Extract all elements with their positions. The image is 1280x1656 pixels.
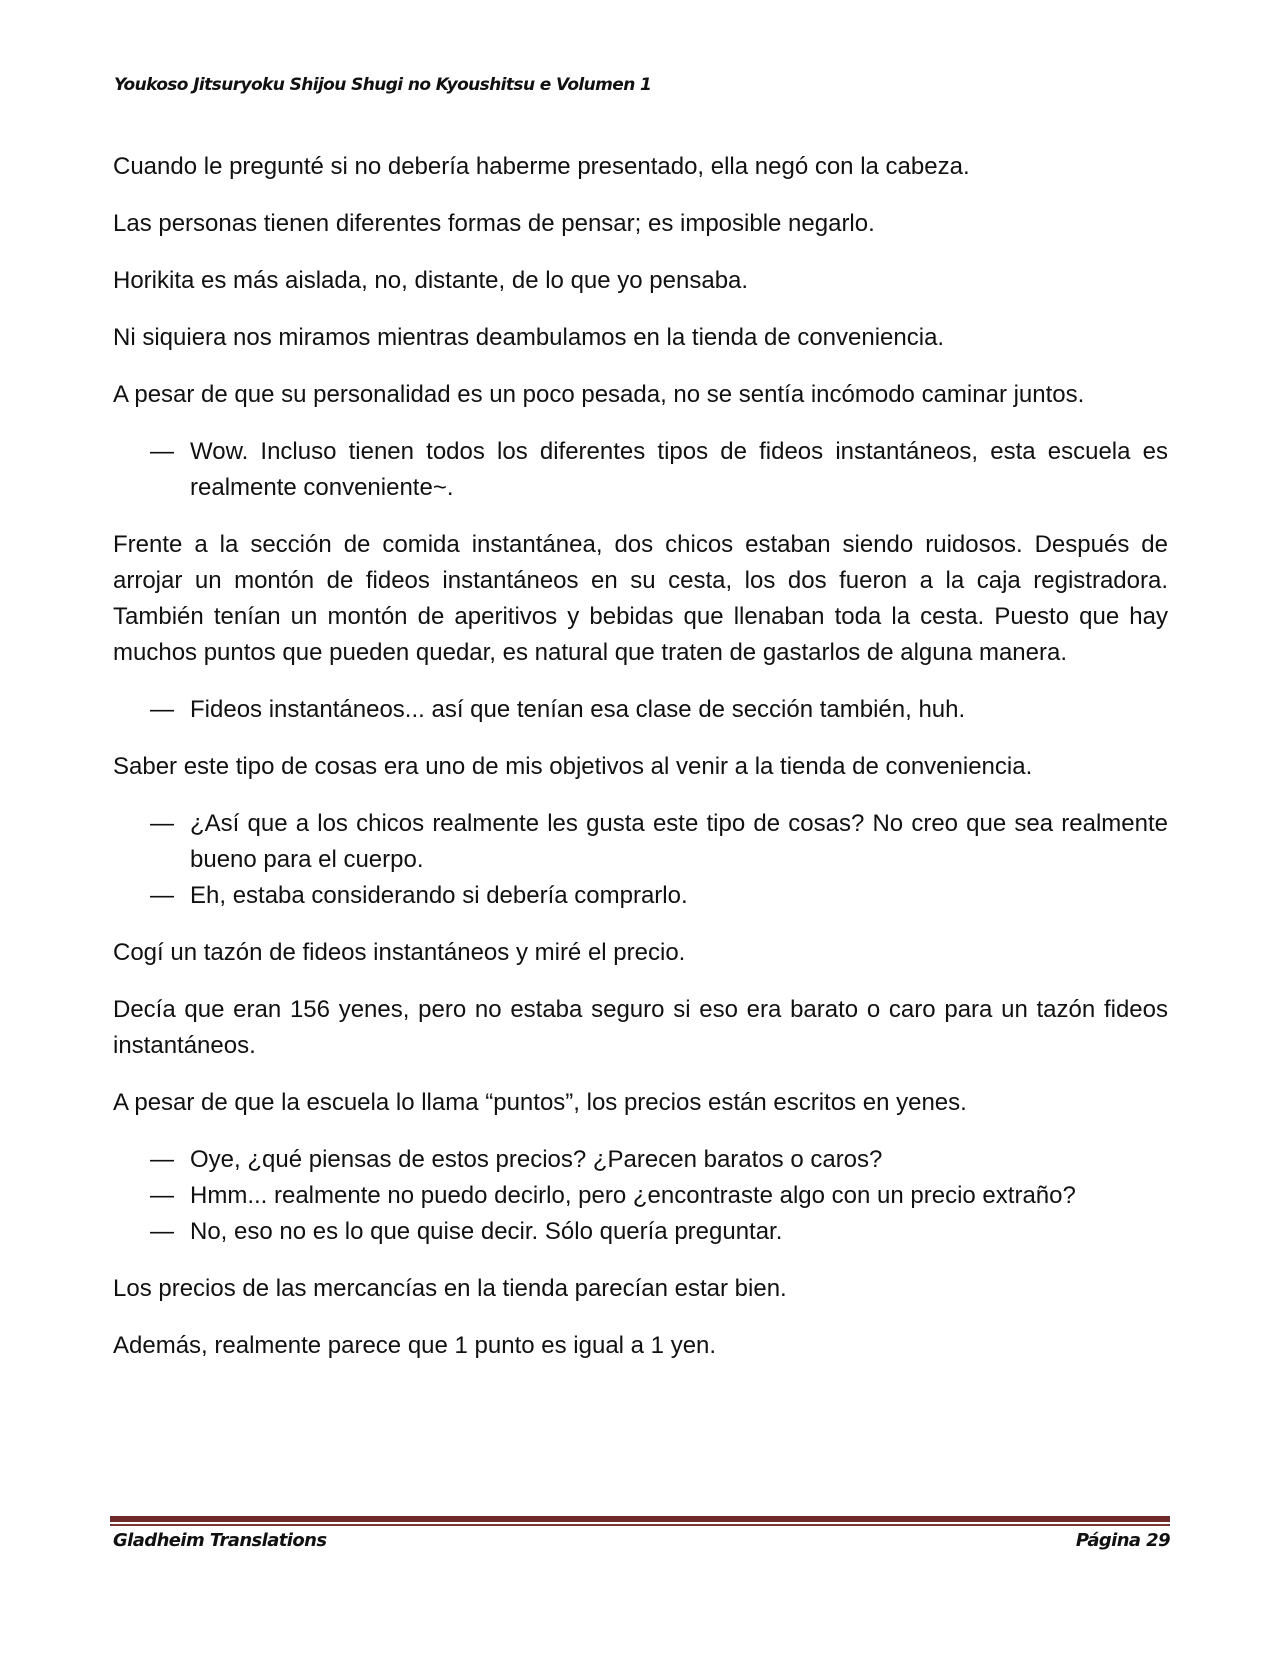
dialogue-line xyxy=(113,692,1168,728)
dialogue-dash: — xyxy=(150,1182,174,1209)
dialogue-group xyxy=(113,806,1168,914)
dialogue-group xyxy=(113,434,1168,506)
dialogue-text: Oye, ¿qué piensas de estos precios? ¿Parecen baratos o caros? xyxy=(190,1146,883,1173)
dialogue-text: Hmm... realmente no puedo decirlo, pero ¿encontraste algo con un precio extraño? xyxy=(190,1182,1076,1209)
paragraph: Saber este tipo de cosas era uno de mis objetivos al venir a la tienda de conveniencia. xyxy=(113,753,1033,780)
dialogue-group xyxy=(113,692,1168,728)
footer-rule-thin xyxy=(110,1524,1170,1526)
dialogue-text: Wow. Incluso tienen todos los diferentes tipos de fideos instantáneos, esta escuela es realmente conveniente~. xyxy=(190,438,1168,501)
dialogue-dash: — xyxy=(150,1146,174,1173)
footer-page-number: Página 29 xyxy=(1075,1530,1170,1551)
paragraph: Los precios de las mercancías en la tienda parecían estar bien. xyxy=(113,1275,787,1302)
paragraph: Además, realmente parece que 1 punto es igual a 1 yen. xyxy=(113,1332,717,1359)
dialogue-line xyxy=(113,1214,1168,1250)
dialogue-dash: — xyxy=(150,696,174,723)
paragraph: A pesar de que su personalidad es un poco pesada, no se sentía incómodo caminar juntos. xyxy=(113,381,1085,408)
paragraph: Cogí un tazón de fideos instantáneos y miré el precio. xyxy=(113,939,686,966)
dialogue-line xyxy=(113,1142,1168,1178)
paragraph: Frente a la sección de comida instantánea, dos chicos estaban siendo ruidosos. Después de arrojar un montón de fideos instantáneos en su cesta, los dos fueron a la caja registradora. También tenían un montón de aperitivos y bebidas que llenaban toda la cesta. Puesto que hay muchos puntos que pueden quedar, es natural que traten de gastarlos de alguna manera. xyxy=(113,531,1168,666)
dialogue-group xyxy=(113,1142,1168,1250)
running-header: Youkoso Jitsuryoku Shijou Shugi no Kyoushitsu e Volumen 1 xyxy=(114,75,652,95)
paragraph: A pesar de que la escuela lo llama “puntos”, los precios están escritos en yenes. xyxy=(113,1089,967,1116)
dialogue-text: No, eso no es lo que quise decir. Sólo quería preguntar. xyxy=(190,1218,783,1245)
dialogue-line xyxy=(113,1178,1168,1214)
paragraph: Las personas tienen diferentes formas de pensar; es imposible negarlo. xyxy=(113,210,875,237)
dialogue-text: Eh, estaba considerando si debería comprarlo. xyxy=(190,882,688,909)
paragraph: Decía que eran 156 yenes, pero no estaba seguro si eso era barato o caro para un tazón fideos instantáneos. xyxy=(113,996,1168,1059)
footer-translator: Gladheim Translations xyxy=(113,1530,327,1551)
dialogue-dash: — xyxy=(150,810,174,837)
dialogue-text: ¿Así que a los chicos realmente les gusta este tipo de cosas? No creo que sea realmente bueno para el cuerpo. xyxy=(190,810,1168,873)
dialogue-line xyxy=(113,878,1168,914)
paragraph: Cuando le pregunté si no debería haberme presentado, ella negó con la cabeza. xyxy=(113,153,970,180)
paragraph: Horikita es más aislada, no, distante, de lo que yo pensaba. xyxy=(113,267,749,294)
paragraph: Ni siquiera nos miramos mientras deambulamos en la tienda de conveniencia. xyxy=(113,324,945,351)
body-text xyxy=(113,149,1168,1385)
dialogue-dash: — xyxy=(150,1218,174,1245)
dialogue-line xyxy=(113,806,1168,878)
dialogue-dash: — xyxy=(150,882,174,909)
dialogue-line xyxy=(113,434,1168,506)
dialogue-text: Fideos instantáneos... así que tenían esa clase de sección también, huh. xyxy=(190,696,966,723)
dialogue-dash: — xyxy=(150,438,174,465)
footer-rule xyxy=(110,1516,1170,1522)
